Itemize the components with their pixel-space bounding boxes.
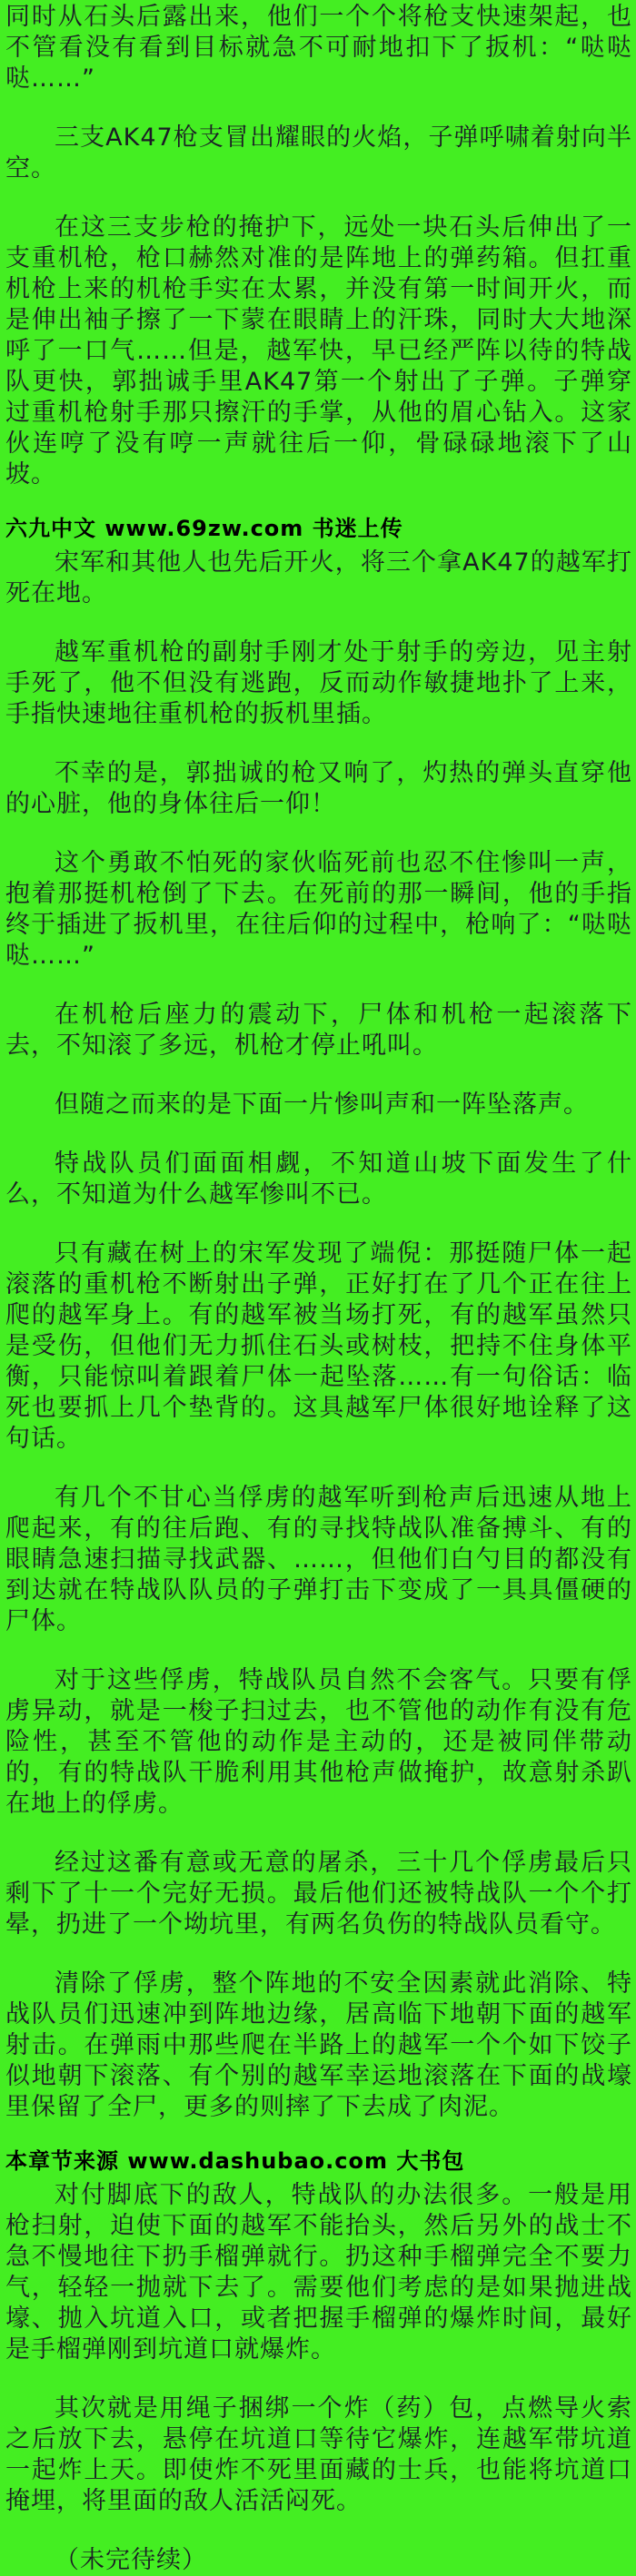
paragraph: 其次就是用绳子捆绑一个炸（药）包，点燃导火索之后放下去，悬停在坑道口等待它爆炸，连越军带坑道一起炸上天。即使炸不死里面藏的士兵，也能将坑道口掩埋，将里面的敌人活活闷死。: [5, 2394, 632, 2515]
paragraph: 这个勇敢不怕死的家伙临死前也忍不住惨叫一声，抱着那挺机枪倒了下去。在死前的那一瞬间，他的手指终于插进了扳机里，在往后仰的过程中，枪响了：“哒哒哒……”: [5, 849, 632, 970]
paragraph: 宋军和其他人也先后开火，将三个拿AK47的越军打死在地。: [5, 548, 632, 607]
paragraph: 对于这些俘虏，特战队员自然不会客气。只要有俘虏异动，就是一梭子扫过去，也不管他的动作有没有危险性，甚至不管他的动作是主动的，还是被同伴带动的，有的特战队干脆利用其他枪声做掩护，故意射杀趴在地上的俘虏。: [5, 1666, 632, 1818]
paragraph: 在这三支步枪的掩护下，远处一块石头后伸出了一支重机枪，枪口赫然对准的是阵地上的弹药箱。但扛重机枪上来的机枪手实在太累，并没有第一时间开火，而是伸出袖子擦了一下蒙在眼睛上的汗珠，同时大大地深呼了一口气……但是，越军快，早已经严阵以待的特战队更快，郭拙诚手里AK47第一个射出了子弹。子弹穿过重机枪射手那只擦汗的手掌，从他的眉心钻入。这家伙连哼了没有哼一声就往后一仰，骨碌碌地滚下了山坡。: [5, 213, 632, 489]
paragraph: 同时从石头后露出来，他们一个个将枪支快速架起，也不管看没有看到目标就急不可耐地扣下了扳机：“哒哒哒……”: [5, 3, 632, 93]
paragraph: 只有藏在树上的宋军发现了端倪：那挺随尸体一起滚落的重机枪不断射出子弹，正好打在了几个正在往上爬的越军身上。有的越军被当场打死，有的越军虽然只是受伤，但他们无力抓住石头或树枝，把持不住身体平衡，只能惊叫着跟着尸体一起坠落……有一句俗话：临死也要抓上几个垫背的。这具越军尸体很好地诠释了这句话。: [5, 1239, 632, 1453]
paragraph: 在机枪后座力的震动下，尸体和机枪一起滚落下去，不知滚了多远，机枪才停止吼叫。: [5, 1001, 632, 1060]
site-watermark-dashubao: 本章节来源 www.dashubao.com 大书包: [5, 2148, 465, 2174]
paragraph: 特战队员们面面相觑，不知道山坡下面发生了什么，不知道为什么越军惨叫不已。: [5, 1150, 632, 1209]
site-watermark-69zw: 六九中文 www.69zw.com 书迷上传: [5, 516, 403, 541]
paragraph: 清除了俘虏，整个阵地的不安全因素就此消除、特战队员们迅速冲到阵地边缘，居高临下地朝下面的越军射击。在弹雨中那些爬在半路上的越军一个个如下饺子似地朝下滚落、有个别的越军幸运地滚落在下面的战壕里保留了全尸，更多的则摔了下去成了肉泥。: [5, 1969, 632, 2121]
paragraph: 经过这番有意或无意的屠杀，三十几个俘虏最后只剩下了十一个完好无损。最后他们还被特战队一个个打晕，扔进了一个坳坑里，有两名负伤的特战队员看守。: [5, 1849, 632, 1939]
paragraph: 有几个不甘心当俘虏的越军听到枪声后迅速从地上爬起来，有的往后跑、有的寻找特战队准备搏斗、有的眼睛急速扫描寻找武器、……，但他们白勺目的都没有到达就在特战队队员的子弹打击下变成了一具具僵硬的尸体。: [5, 1484, 632, 1635]
paragraph: 三支AK47枪支冒出耀眼的火焰，子弹呼啸着射向半空。: [5, 123, 632, 183]
paragraph: 对付脚底下的敌人，特战队的办法很多。一般是用枪扫射，迫使下面的越军不能抬头，然后另外的战士不急不慢地往下扔手榴弹就行。扔这种手榴弹完全不要力气，轻轻一抛就下去了。需要他们考虑的是如果抛进战壕、抛入坑道入口，或者把握手榴弹的爆炸时间，最好是手榴弹刚到坑道口就爆炸。: [5, 2181, 632, 2364]
to-be-continued-note: （未完待续）: [55, 2546, 207, 2574]
paragraph: 越军重机枪的副射手刚才处于射手的旁边，见主射手死了，他不但没有逃跑，反而动作敏捷地扑了上来，手指快速地往重机枪的扳机里插。: [5, 638, 632, 728]
paragraph: 但随之而来的是下面一片惨叫声和一阵坠落声。: [55, 1091, 589, 1119]
paragraph: 不幸的是，郭拙诚的枪又响了，灼热的弹头直穿他的心脏，他的身体往后一仰！: [5, 759, 632, 818]
